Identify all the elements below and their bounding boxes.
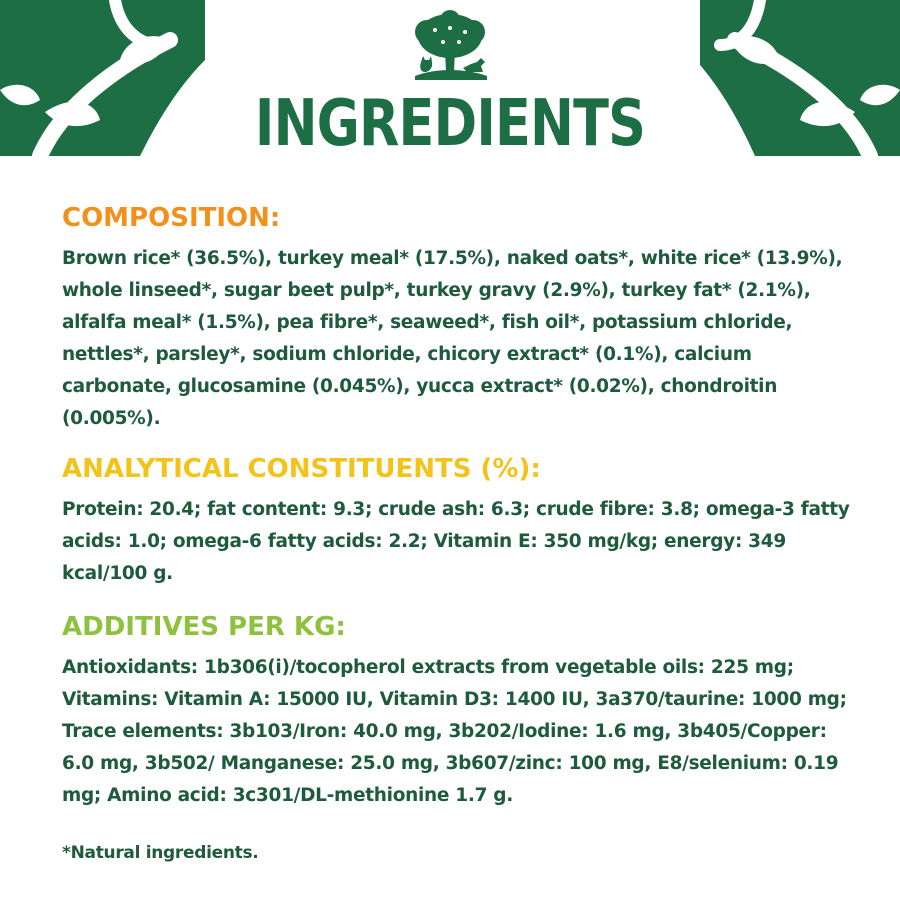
natural-ingredients-footnote: *Natural ingredients.: [62, 843, 259, 863]
composition-text: Brown rice* (36.5%), turkey meal* (17.5%), naked oats*, white rice* (13.9%), whole linseed*, sugar beet pulp*, turkey gravy (2.9%), turkey fat* (2.1%), alfalfa meal* (1.5%), pea fibre*, seaweed*, fish oil*, potassium chloride, nettles*, parsley*, sodium chloride, chicory extract* (0.1%), calcium carbonate, glucosamine (0.045%), yucca extract* (0.02%), chondroitin (0.005%).: [62, 248, 843, 429]
analytical-constituents-text: Protein: 20.4; fat content: 9.3; crude ash: 6.3; crude fibre: 3.8; omega-3 fatty acids: 1.0; omega-6 fatty acids: 2.2; Vitamin E: 350 mg/kg; energy: 349 kcal/100 g.: [62, 499, 850, 584]
page-title: INGREDIENTS: [254, 87, 646, 161]
additives-heading: ADDITIVES PER KG:: [62, 612, 346, 642]
composition-heading: COMPOSITION:: [62, 203, 281, 233]
tree-with-cat-and-dog-logo-icon: [405, 10, 495, 84]
analytical-constituents-heading: ANALYTICAL CONSTITUENTS (%):: [62, 454, 541, 484]
additives-text: Antioxidants: 1b306(i)/tocopherol extracts from vegetable oils: 225 mg; Vitamins: Vitamin A: 15000 IU, Vitamin D3: 1400 IU, 3a370/taurine: 1000 mg; Trace elements: 3b103/Iron: 40.0 mg, 3b202/Iodine: 1.6 mg, 3b405/Copper: 6.0 mg, 3b502/ Manganese: 25.0 mg, 3b607/zinc: 100 mg, E8/selenium: 0.19 mg; Amino acid: 3c301/DL-methionine 1.7 g.: [62, 657, 847, 806]
